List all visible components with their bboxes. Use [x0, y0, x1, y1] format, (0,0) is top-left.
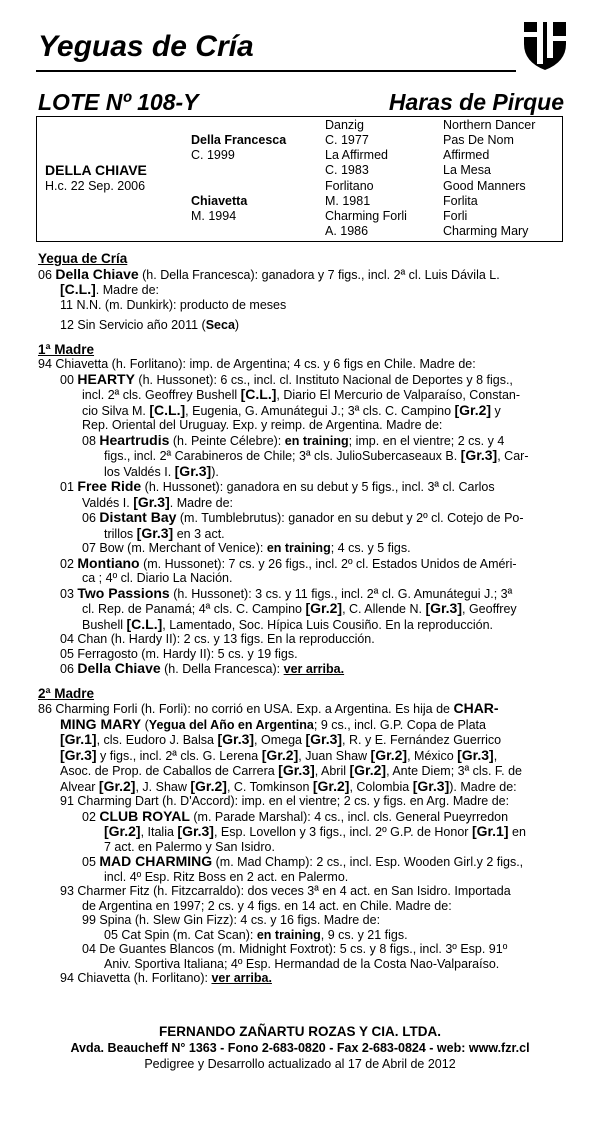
text-line: Bushell [C.L.], Lamentado, Soc. Hípica Luis Cousiño. En la reproducción.	[82, 615, 493, 632]
text-line: 00 HEARTY (h. Hussonet): 6 cs., incl. cl. Instituto Nacional de Deportes y 8 figs.,	[60, 370, 513, 387]
great-grandparent: Forlita	[443, 194, 478, 208]
text-line: los Valdés I. [Gr.3]).	[104, 462, 219, 479]
company-name: FERNANDO ZAÑARTU ROZAS Y CIA. LTDA.	[159, 1024, 441, 1039]
text-line: 04 De Guantes Blancos (m. Midnight Foxtrot): 5 cs. y 8 figs., incl. 3º Esp. 91º	[82, 942, 508, 956]
text-line: [Gr.2], Italia [Gr.3], Esp. Lovellon y 3 figs., incl. 2º G.P. de Honor [Gr.1] en	[104, 823, 526, 839]
section-title: 2ª Madre	[38, 685, 95, 701]
text-line: 86 Charming Forli (h. Forli): no corrió en USA. Exp. a Argentina. Es hija de CHAR-	[38, 700, 499, 716]
text-line: Valdés I. [Gr.3]. Madre de:	[82, 493, 233, 510]
great-grandparent: Charming Mary	[443, 224, 529, 238]
grandparent-year: C. 1983	[325, 163, 369, 177]
header-rule	[36, 70, 516, 72]
grandparent-year: M. 1981	[325, 194, 371, 208]
grandparent: Forlitano	[325, 179, 374, 193]
text-line: 93 Charmer Fitz (h. Fitzcarraldo): dos veces 3ª en 4 act. en San Isidro. Importada	[60, 884, 511, 898]
family-history	[38, 248, 564, 986]
great-grandparent: La Mesa	[443, 163, 491, 177]
great-grandparent: Northern Dancer	[443, 118, 536, 132]
sire-name: Della Francesca	[191, 133, 287, 147]
text-line: 06 Distant Bay (m. Tumblebrutus): ganador en su debut y 2º cl. Cotejo de Po-	[82, 509, 524, 525]
pedigree-table	[36, 116, 563, 242]
text-line: 7 act. en Palermo y San Isidro.	[104, 839, 275, 854]
grandparent: Danzig	[325, 118, 364, 132]
text-line: Asoc. de Prop. de Caballos de Carrera [Gr.3], Abril [Gr.2], Ante Diem; 3ª cls. F. de	[60, 762, 523, 778]
text-line: 94 Chiavetta (h. Forlitano): imp. de Argentina; 4 cs. y 6 figs en Chile. Madre de:	[38, 357, 476, 371]
text-line: 05 Cat Spin (m. Cat Scan): en training, 9 cs. y 21 figs.	[104, 927, 408, 942]
text-line: 11 N.N. (m. Dunkirk): producto de meses	[60, 297, 287, 312]
text-line: trillos [Gr.3] en 3 act.	[104, 524, 225, 541]
text-line: 02 Montiano (m. Hussonet): 7 cs. y 26 figs., incl. 2º cl. Estados Unidos de Améri-	[60, 554, 517, 571]
text-line: de Argentina en 1997; 2 cs. y 4 figs. en 14 act. en Chile. Madre de:	[82, 898, 452, 913]
text-line: 05 MAD CHARMING (m. Mad Champ): 2 cs., incl. Esp. Wooden Girl.y 2 figs.,	[82, 853, 524, 869]
section-title: Yegua de Cría	[38, 251, 128, 266]
update-note: Pedigree y Desarrollo actualizado al 17 de Abril de 2012	[144, 1057, 456, 1071]
text-line: 12 Sin Servicio año 2011 (Seca)	[60, 318, 240, 332]
stud-name: Haras de Pirque	[388, 89, 564, 115]
text-line: 04 Chan (h. Hardy II): 2 cs. y 13 figs. En la reproducción.	[60, 632, 375, 646]
text-line: cl. Rep. de Panamá; 4ª cls. C. Campino [Gr.2], C. Allende N. [Gr.3], Geoffrey	[82, 600, 517, 616]
text-line: 01 Free Ride (h. Hussonet): ganadora en su debut y 5 figs., incl. 3ª cl. Carlos	[60, 478, 495, 494]
text-line: 06 Della Chiave (h. Della Francesca): ver arriba.	[60, 660, 345, 676]
lot-number: LOTE Nº 108-Y	[38, 89, 199, 115]
text-line: figs., incl. 2ª Carabineros de Chile; 3ª cls. JulioSubercaseaux B. [Gr.3], Car-	[104, 447, 529, 463]
text-line: incl. 4º Esp. Ritz Boss en 2 act. en Palermo.	[104, 869, 349, 884]
text-line: 99 Spina (h. Slew Gin Fizz): 4 cs. y 16 figs. Madre de:	[82, 913, 381, 927]
section-title: 1ª Madre	[38, 341, 95, 357]
text-line: 06 Della Chiave (h. Della Francesca): ganadora y 7 figs., incl. 2ª cl. Luis Dávila L.	[38, 265, 500, 282]
grandparent: La Affirmed	[325, 148, 389, 162]
text-line: MING MARY (Yegua del Año en Argentina; 9 cs., incl. G.P. Copa de Plata	[60, 715, 486, 732]
text-line: [Gr.1], cls. Eudoro J. Balsa [Gr.3], Omega [Gr.3], R. y E. Fernández Guerrico	[60, 731, 502, 747]
great-grandparent: Affirmed	[443, 148, 490, 162]
text-line: 94 Chiavetta (h. Forlitano): ver arriba.	[60, 971, 272, 985]
great-grandparent: Forli	[443, 209, 468, 223]
text-line: Aniv. Sportiva Italiana; 4º Esp. Hermandad de la Costa Nao-Valparaíso.	[104, 956, 500, 971]
text-line: 05 Ferragosto (m. Hardy II): 5 cs. y 19 figs.	[60, 646, 298, 661]
great-grandparent: Pas De Nom	[443, 133, 514, 147]
horse-info: H.c. 22 Sep. 2006	[45, 179, 146, 193]
text-line: cio Silva M. [C.L.], Eugenia, G. Amunátegui J.; 3ª cls. C. Campino [Gr.2] y	[82, 401, 501, 418]
text-line: Rep. Oriental del Uruguay. Exp. y reimp. de Argentina. Madre de:	[82, 418, 443, 432]
text-line: 07 Bow (m. Merchant of Venice): en training; 4 cs. y 5 figs.	[82, 541, 411, 555]
horse-name: DELLA CHIAVE	[45, 162, 147, 178]
text-line: ca ; 4º cl. Diario La Nación.	[82, 571, 233, 585]
text-line: Alvear [Gr.2], J. Shaw [Gr.2], C. Tomkinson [Gr.2], Colombia [Gr.3]). Madre de:	[60, 777, 517, 794]
text-line: [Gr.3] y figs., incl. 2ª cls. G. Lerena [Gr.2], Juan Shaw [Gr.2], México [Gr.3],	[60, 746, 498, 763]
grandparent-year: A. 1986	[325, 224, 369, 238]
dam-name: Chiavetta	[191, 194, 248, 208]
sire-year: C. 1999	[191, 148, 235, 162]
text-line: incl. 2ª cls. Geoffrey Bushell [C.L.], Diario El Mercurio de Valparaíso, Constan-	[82, 386, 521, 402]
page-title: Yeguas de Cría	[38, 30, 254, 63]
text-line: [C.L.]. Madre de:	[60, 281, 159, 297]
dam-year: M. 1994	[191, 209, 237, 223]
text-line: 02 CLUB ROYAL (m. Parade Marshal): 4 cs., incl. cls. General Pueyrredon	[82, 807, 509, 824]
grandparent: Charming Forli	[325, 209, 407, 223]
grandparent-year: C. 1977	[325, 133, 369, 147]
fzr-logo-icon	[520, 18, 570, 72]
company-contact: Avda. Beaucheff N° 1363 - Fono 2-683-0820 - Fax 2-683-0824 - web: www.fzr.cl	[70, 1041, 530, 1055]
text-line: 03 Two Passions (h. Hussonet): 3 cs. y 11 figs., incl. 2ª cl. G. Amunátegui J.; 3ª	[60, 584, 513, 601]
text-line: 91 Charming Dart (h. D'Accord): imp. en el vientre; 2 cs. y figs. en Arg. Madre de:	[60, 794, 510, 808]
great-grandparent: Good Manners	[443, 179, 526, 193]
text-line: 08 Heartrudis (h. Peinte Célebre): en training; imp. en el vientre; 2 cs. y 4	[82, 431, 505, 448]
